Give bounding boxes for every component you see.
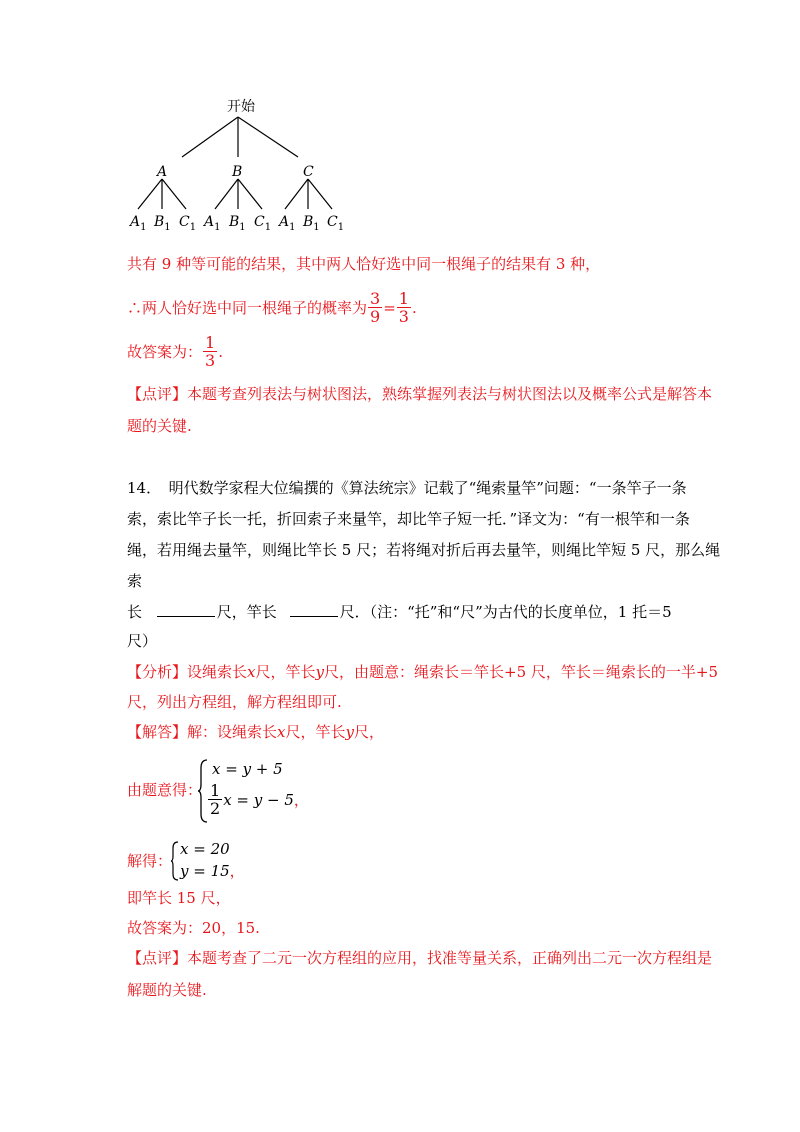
q14-line1: 14． 明代数学家程大位编撰的《算法统宗》记载了“绳索量竿”问题：“一条竿子一条 [127,479,687,497]
tree-leaf: $C_1$ [179,214,197,233]
analysis-line1: 【分析】设绳索长x尺，竿长y尺，由题意：绳索长＝竿长+5 尺，竿长＝绳索长的一半+5 [127,663,718,681]
q14-line3: 绳，若用绳去量竿，则绳比竿长 5 尺；若将绳对折后再去量竿，则绳比竿短 5 尺，那么绳 [127,541,721,559]
tree-leaf: $B_1$ [229,214,246,233]
comment14-line2: 解题的关键. [127,981,207,999]
tree-node-a: A [157,164,168,180]
final-answer: 故答案为：20，15. [127,919,260,937]
fraction-3-9: $\frac{3}{9}$ [370,289,381,326]
sol13-comment-line2: 题的关键. [127,417,192,435]
comment-tag: 【点评】 [127,385,188,403]
solve-label: 解得： [127,852,173,870]
system-label: 由题意得： [127,781,203,799]
equation-2: $\frac{1}{2}$ x = y − 5 ， [210,781,309,818]
tree-leaf: $C_1$ [254,214,272,233]
answer-fraction: $\frac{1}{3}$ [205,333,216,370]
analysis-line2: 尺，列出方程组，解方程组即可. [127,693,342,711]
analysis-tag: 【分析】 [127,663,188,681]
tree-leaf: $A_1$ [279,214,296,233]
equation-1: x = y + 5 [212,760,283,778]
sol13-comment-line1: 【点评】本题考查列表法与树状图法，熟练掌握列表法与树状图法以及概率公式是解答本 [127,385,713,403]
pole-length-blank[interactable] [290,602,338,617]
rope-length-blank[interactable] [157,602,215,617]
q14-line4: 索 [127,572,143,590]
comment-tag: 【点评】 [127,949,188,967]
sol13-line2-text: ∴两人恰好选中同一根绳子的概率为 [127,298,368,317]
solution-tag: 【解答】 [127,723,188,741]
solution-x: x = 20 [180,840,230,858]
tree-leaf: $C_1$ [327,214,345,233]
comment14-line1: 【点评】本题考查了二元一次方程组的应用，找准等量关系，正确列出二元一次方程组是 [127,949,713,967]
solution-brace [170,840,180,882]
sol13-line2: ∴两人恰好选中同一根绳子的概率为 $\frac{3}{9}$ = $\frac{1}{3}$ . [127,289,417,326]
sol13-line1: 共有 9 种等可能的结果，其中两人恰好选中同一根绳子的结果有 3 种， [127,255,601,273]
solution-y: y = 15， [180,862,245,880]
sol13-answer: 故答案为： $\frac{1}{3}$ . [127,333,223,370]
fraction-1-3: $\frac{1}{3}$ [398,289,409,326]
tree-leaf: $A_1$ [204,214,221,233]
q14-line5: 长 尺，竿长 尺．（注：“托”和“尺”为古代的长度单位，1 托＝5 [127,603,672,621]
solution-line1: 【解答】解：设绳索长x尺，竿长y尺， [127,723,385,741]
q14-line6: 尺） [127,632,158,650]
half-fraction: $\frac{1}{2}$ [210,781,221,818]
equals-sign: = [383,298,396,317]
pole-length-line: 即竿长 15 尺， [127,889,231,907]
q14-line2: 索，索比竿子长一托，折回索子来量竿，却比竿子短一托．”译文为：“有一根竿和一条 [127,510,690,528]
tree-leaf: $B_1$ [303,214,320,233]
tree-node-c: C [303,164,314,180]
tree-leaf: $A_1$ [130,214,147,233]
tree-node-b: B [232,164,243,180]
tree-leaf: $B_1$ [154,214,171,233]
tree-root: 开始 [227,99,255,115]
